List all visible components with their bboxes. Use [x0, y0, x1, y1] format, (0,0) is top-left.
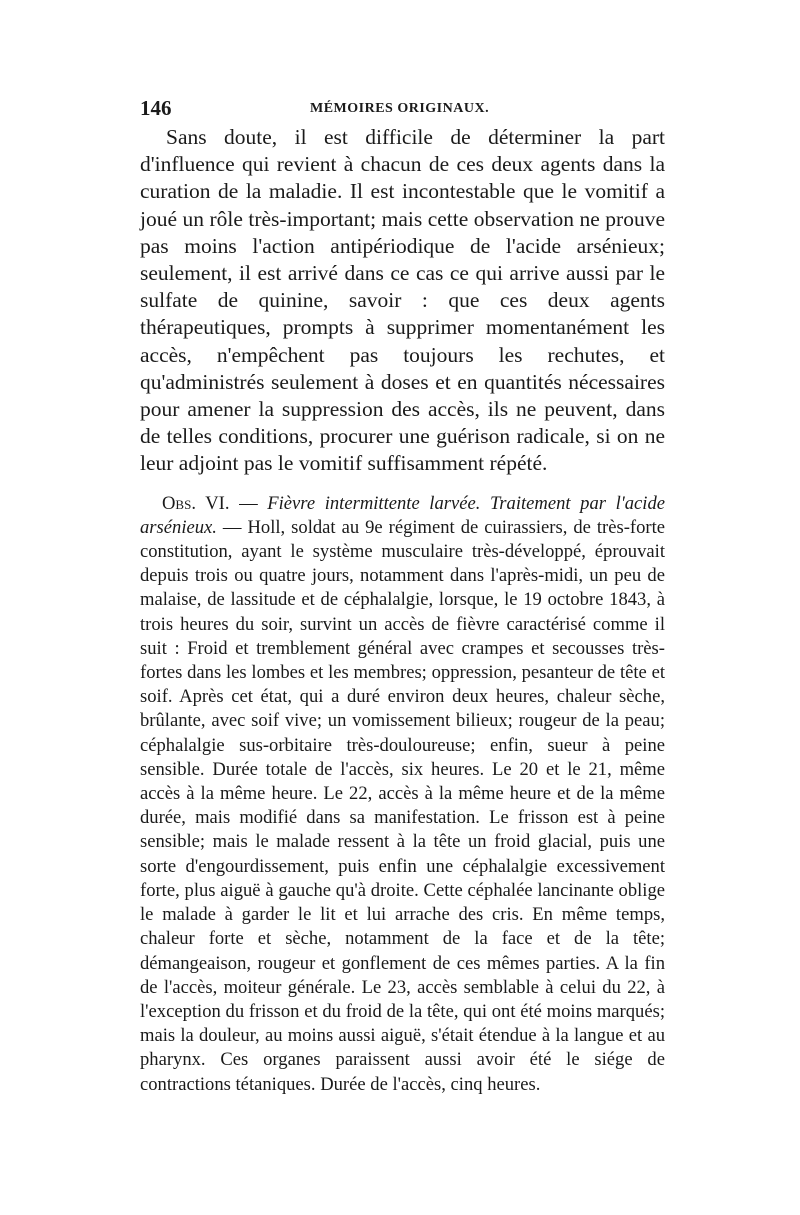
observation-dash: — — [229, 492, 268, 514]
observation-label: Obs. VI. — [162, 492, 230, 514]
body-text — [140, 124, 665, 1097]
observation-text: — Holl, soldat au 9e régiment de cuirassiers, de très-forte constitution, ayant le système musculaire très-développé, éprouvait depuis trois ou quatre jours, notamment dans l'après-midi, un peu de malaise, de lassitude et de céphalalgie, lorsque, le 19 octobre 1843, à trois heures du soir, survint un accès de fièvre caractérisé comme il suit : Froid et tremblement général avec crampes et secousses très-fortes dans les lombes et les membres; oppression, pesanteur de tête et soif. Après cet état, qui a duré environ deux heures, chaleur sèche, brûlante, avec soif vive; un vomissement bilieux; rougeur de la peau; céphalalgie sus-orbitaire très-douloureuse; enfin, sueur à peine sensible. Durée totale de l'accès, six heures. Le 20 et le 21, même accès à la même heure. Le 22, accès à la même heure et de la même durée, mais modifié dans sa manifestation. Le frisson est à peine sensible; mais le malade ressent à la tête un froid glacial, puis une sorte d'engourdissement, puis enfin une céphalalgie excessivement forte, plus aiguë à gauche qu'à droite. Cette céphalée lancinante oblige le malade à garder le lit et lui arrache des cris. En même temps, chaleur forte et sèche, notamment de la face et de la tête; démangeaison, rougeur et gonflement de ces mêmes parties. A la fin de l'accès, moiteur générale. Le 23, accès semblable à celui du 22, à l'exception du frisson et du froid de la tête, qui ont été moins marqués; mais la douleur, au moins aussi aiguë, s'était étendue à la langue et au pharynx. Ces organes paraissent aussi avoir été le siége de contractions tétaniques. Durée de l'accès, cinq heures. — [140, 516, 665, 1095]
page-number: 146 — [140, 96, 172, 120]
page-header — [140, 96, 665, 126]
observation-title: Fièvre intermittente larvée. Traitement par l'acide arsénieux. — [140, 492, 665, 538]
paragraph-discussion: Sans doute, il est difficile de déterminer la part d'influence qui revient à chacun de ces deux agents dans la curation de la maladie. Il est incontestable que le vomitif a joué un rôle très-important; mais cette observation ne prouve pas moins l'action antipériodique de l'acide arsénieux; seulement, il est arrivé dans ce cas ce qui arrive aussi par le sulfate de quinine, savoir : que ces deux agents thérapeutiques, prompts à supprimer momentanément les accès, n'empêchent pas toujours les rechutes, et qu'administrés seulement à doses et en quantités nécessaires pour amener la suppression des accès, ils ne peuvent, dans de telles conditions, procurer une guérison radicale, si on ne leur adjoint pas le vomitif suffisamment répété. — [140, 125, 665, 476]
paragraph-observation — [140, 492, 665, 1097]
running-title: MÉMOIRES ORIGINAUX. — [310, 101, 490, 116]
